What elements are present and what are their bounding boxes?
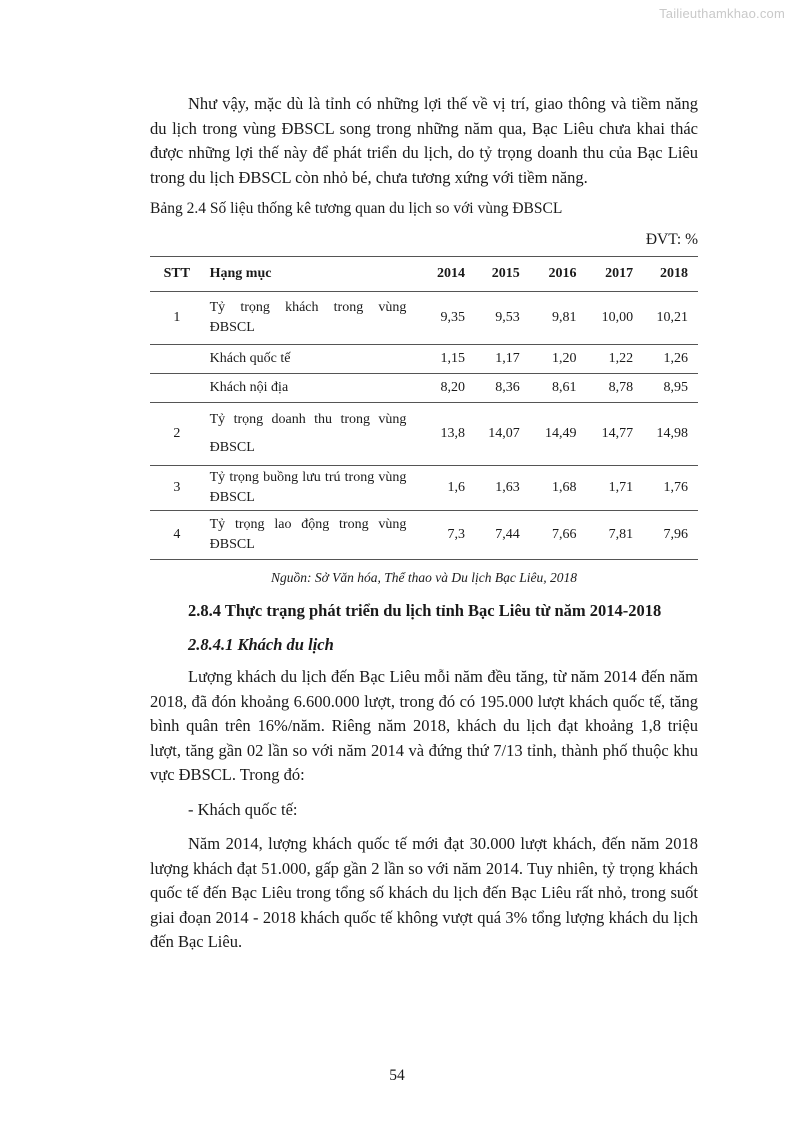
visitors-paragraph: Lượng khách du lịch đến Bạc Liêu mỗi năm đều tăng, từ năm 2014 đến năm 2018, đã đón khoảng 6.600.000 lượt, trong đó có 195.000 lượt khách quốc tế, tăng bình quân trên 16%/năm. Riêng năm 2018, khách du lịch đạt khoảng 1,8 triệu lượt, tăng gần 02 lần so với năm 2014 và đứng thứ 7/13 tỉnh, thành phố thuộc khu vực ĐBSCL. Trong đó: <box>150 667 698 784</box>
cell-2017: 8,78 <box>608 380 634 395</box>
page-number: 54 <box>389 1067 405 1084</box>
cell-2018: 8,95 <box>663 380 688 395</box>
header-2017: 2017 <box>586 257 643 292</box>
row-stt: 1 <box>173 310 181 325</box>
international-paragraph: Năm 2014, lượng khách quốc tế mới đạt 30.000 lượt khách, đến năm 2018 lượng khách đạt 51.000, gấp gần 2 lần so với năm 2014. Tuy nhiên, tỷ trọng khách quốc tế đến Bạc Liêu trong tổng số khách du lịch đến Bạc Liêu rất nhỏ, trong suốt giai đoạn 2014 - 2018 khách quốc tế không vượt quá 3% tổng lượng khách du lịch đến Bạc Liêu. <box>150 834 698 951</box>
header-2016: 2016 <box>530 257 587 292</box>
header-2015: 2015 <box>475 257 530 292</box>
table-row <box>150 345 698 374</box>
table-row <box>150 403 698 466</box>
cell-2016: 14,49 <box>544 426 577 441</box>
cell-2018: 1,76 <box>663 480 688 495</box>
cell-2014: 13,8 <box>440 426 465 441</box>
cell-2014: 1,15 <box>440 351 465 366</box>
row-stt <box>150 374 204 403</box>
cell-2015: 14,07 <box>488 426 520 441</box>
cell-2016: 7,66 <box>551 527 577 542</box>
cell-2017: 1,22 <box>608 351 634 366</box>
cell-2017: 1,71 <box>608 480 634 495</box>
watermark: Tailieuthamkhao.com <box>659 6 785 21</box>
row-item: Khách nội địa <box>209 380 289 395</box>
cell-2016: 9,81 <box>551 310 577 325</box>
row-item: Tỷ trọng doanh thu trong vùng ĐBSCL <box>209 412 407 455</box>
cell-2015: 8,36 <box>495 380 520 395</box>
cell-2015: 9,53 <box>495 310 520 325</box>
table-row <box>150 511 698 560</box>
cell-2015: 1,17 <box>495 351 520 366</box>
header-2014: 2014 <box>420 257 475 292</box>
cell-2014: 7,3 <box>447 527 465 542</box>
row-stt <box>150 345 204 374</box>
cell-2017: 14,77 <box>601 426 634 441</box>
cell-2014: 1,6 <box>447 480 465 495</box>
table-caption: Bảng 2.4 Số liệu thống kê tương quan du lịch so với vùng ĐBSCL <box>150 200 563 217</box>
header-2018: 2018 <box>643 257 698 292</box>
intro-paragraph: Như vậy, mặc dù là tỉnh có những lợi thế về vị trí, giao thông và tiềm năng du lịch trong vùng ĐBSCL song trong những năm qua, Bạc Liêu chưa khai thác được những lợi thế này để phát triển du lịch, do tỷ trọng doanh thu của Bạc Liêu trong du lịch ĐBSCL còn nhỏ bé, chưa tương xứng với tiềm năng. <box>150 94 698 187</box>
document-body <box>150 92 698 955</box>
header-stt: STT <box>150 257 204 292</box>
cell-2016: 1,68 <box>551 480 577 495</box>
cell-2016: 1,20 <box>551 351 577 366</box>
cell-2015: 1,63 <box>495 480 520 495</box>
cell-2018: 14,98 <box>656 426 688 441</box>
row-stt: 3 <box>173 480 181 495</box>
table-source: Nguồn: Sở Văn hóa, Thể thao và Du lịch Bạc Liêu, 2018 <box>270 570 578 585</box>
table-header-row <box>150 257 698 292</box>
cell-2018: 7,96 <box>663 527 688 542</box>
row-stt: 4 <box>173 527 181 542</box>
cell-2017: 7,81 <box>608 527 634 542</box>
cell-2017: 10,00 <box>601 310 634 325</box>
table-row <box>150 466 698 511</box>
cell-2016: 8,61 <box>551 380 577 395</box>
section-heading: 2.8.4 Thực trạng phát triển du lịch tỉnh Bạc Liêu từ năm 2014-2018 <box>188 601 662 620</box>
table-unit: ĐVT: % <box>645 231 698 248</box>
international-bullet: - Khách quốc tế: <box>188 799 298 819</box>
cell-2015: 7,44 <box>495 527 520 542</box>
header-item: Hạng mục <box>204 257 421 292</box>
cell-2018: 10,21 <box>656 310 688 325</box>
cell-2018: 1,26 <box>663 351 688 366</box>
table-row <box>150 374 698 403</box>
table-row <box>150 292 698 345</box>
subsection-heading: 2.8.4.1 Khách du lịch <box>188 635 334 654</box>
row-stt: 2 <box>173 426 181 441</box>
row-item: Khách quốc tế <box>209 351 291 366</box>
statistics-table <box>150 256 698 560</box>
row-item: Tỷ trọng khách trong vùng ĐBSCL <box>209 300 407 335</box>
row-item: Tỷ trọng buồng lưu trú trong vùng ĐBSCL <box>209 470 407 505</box>
row-item: Tỷ trọng lao động trong vùng ĐBSCL <box>209 517 407 552</box>
cell-2014: 8,20 <box>440 380 465 395</box>
cell-2014: 9,35 <box>440 310 465 325</box>
